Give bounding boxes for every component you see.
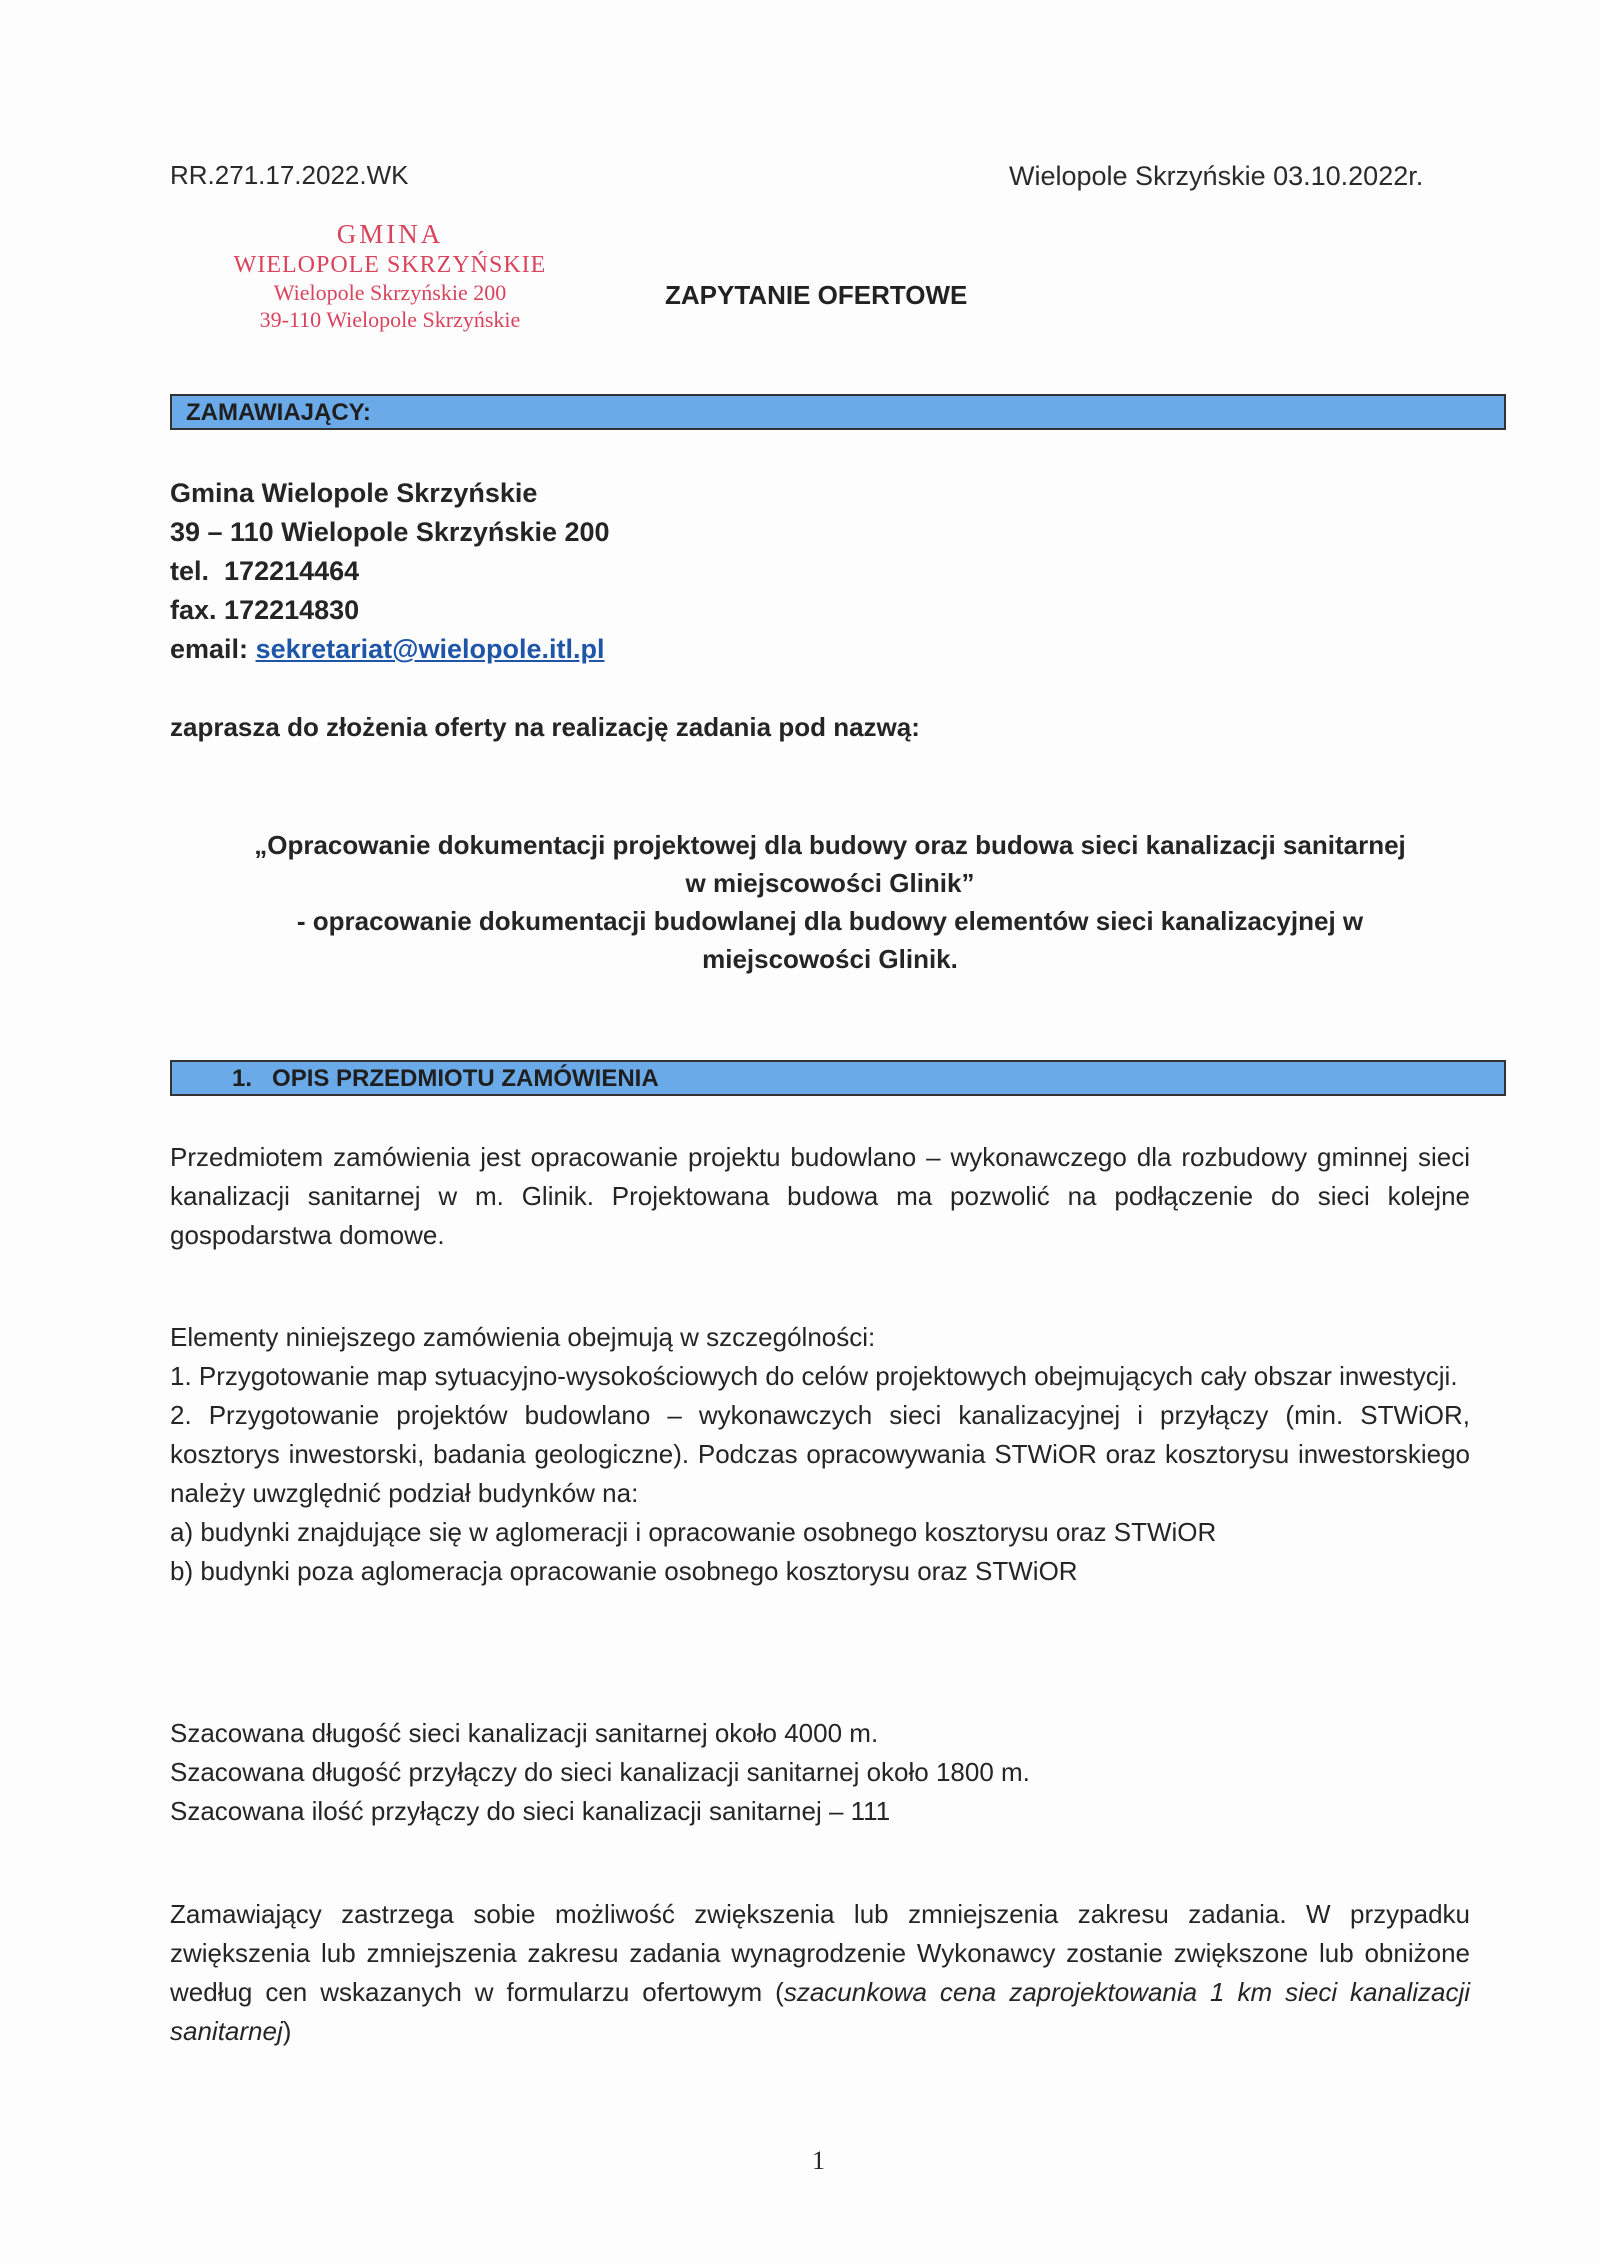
- place-date: Wielopole Skrzyńskie 03.10.2022r.: [1009, 161, 1424, 191]
- stamp-line-3: Wielopole Skrzyńskie 200: [273, 280, 507, 306]
- stamp-line-1: GMINA: [336, 219, 444, 249]
- elements-item-2b: b) budynki poza aglomeracja opracowanie osobnego kosztorysu oraz STWiOR: [170, 1556, 1078, 1586]
- task-name-line-2: w miejscowości Glinik”: [685, 868, 975, 898]
- invitation-text: zaprasza do złożenia oferty na realizację zadania pod nazwą:: [170, 712, 920, 742]
- section-heading-label: 1. OPIS PRZEDMIOTU ZAMÓWIENIA: [232, 1065, 659, 1092]
- reservation-text: Zamawiający zastrzega sobie możliwość zwiększenia lub zmniejszenia zakresu zadania. W przypadku zwiększenia lub zmniejszenia zakresu zadania wynagrodzenie Wykonawcy zostanie zwiększone lub obniżone według cen wskazanych w formularzu ofertowym (: [170, 1899, 1470, 2007]
- email-label: email:: [170, 634, 249, 664]
- estimate-connection-length: Szacowana długość przyłączy do sieci kanalizacji sanitarnej około 1800 m.: [170, 1757, 1030, 1787]
- municipality-stamp: [200, 218, 580, 334]
- orderer-fax: [170, 591, 610, 630]
- elements-list: [170, 1318, 1470, 1591]
- estimate-network-length: Szacowana długość sieci kanalizacji sanitarnej około 4000 m.: [170, 1718, 879, 1748]
- elements-item-1: 1. Przygotowanie map sytuacyjno-wysokościowych do celów projektowych obejmujących cały obszar inwestycji.: [170, 1361, 1458, 1391]
- task-name-line-1: „Opracowanie dokumentacji projektowej dla budowy oraz budowa sieci kanalizacji sanitarnej: [254, 830, 1406, 860]
- stamp-line-4: 39-110 Wielopole Skrzyńskie: [259, 307, 521, 333]
- document-title: ZAPYTANIE OFERTOWE: [665, 280, 968, 310]
- task-name-line-3: - opracowanie dokumentacji budowlanej dla budowy elementów sieci kanalizacyjnej w: [296, 906, 1364, 936]
- orderer-contact-block: [170, 474, 610, 669]
- tel-label: tel.: [170, 556, 210, 586]
- reservation-italic: szacunkowa cena zaprojektowania 1 km sieci kanalizacji sanitarnej: [170, 1977, 1470, 2046]
- stamp-line-2: WIELOPOLE SKRZYŃSKIE: [233, 251, 547, 278]
- section-heading-label: ZAMAWIAJĄCY:: [186, 399, 371, 426]
- task-name: [180, 826, 1480, 978]
- email-link[interactable]: sekretariat@wielopole.itl.pl: [255, 634, 605, 664]
- page-number: 1: [812, 2146, 825, 2175]
- fax-value: 172214830: [224, 595, 360, 625]
- subject-description: Przedmiotem zamówienia jest opracowanie projektu budowlano – wykonawczego dla rozbudowy gminnej sieci kanalizacji sanitarnej w m. Glinik. Projektowana budowa ma pozwolić na podłączenie do sieci kolejne gospodarstwa domowe.: [170, 1142, 1470, 1250]
- elements-item-2a: a) budynki znajdujące się w aglomeracji i opracowanie osobnego kosztorysu oraz STWiOR: [170, 1517, 1217, 1547]
- estimate-connection-count: Szacowana ilość przyłączy do sieci kanalizacji sanitarnej – 111: [170, 1796, 891, 1826]
- orderer-address: 39 – 110 Wielopole Skrzyńskie 200: [170, 517, 610, 547]
- fax-label: fax.: [170, 595, 217, 625]
- section-heading-subject: [170, 1060, 1506, 1096]
- task-name-line-4: miejscowości Glinik.: [702, 944, 958, 974]
- document-reference: RR.271.17.2022.WK: [170, 160, 409, 190]
- reservation-end: ): [282, 2016, 292, 2046]
- estimates: [170, 1714, 1470, 1831]
- scope-reservation: [170, 1895, 1470, 2051]
- elements-item-2: 2. Przygotowanie projektów budowlano – wykonawczych sieci kanalizacyjnej i przyłączy (min. STWiOR, kosztorys inwestorski, badania geologiczne). Podczas opracowywania STWiOR oraz kosztorysu inwestorskiego należy uwzględnić podział budynków na:: [170, 1400, 1470, 1508]
- orderer-tel: [170, 552, 610, 591]
- elements-intro: Elementy niniejszego zamówienia obejmują w szczególności:: [170, 1322, 876, 1352]
- tel-value: 172214464: [224, 556, 360, 586]
- section-heading-orderer: [170, 394, 1506, 430]
- orderer-email: [170, 630, 610, 669]
- orderer-name: Gmina Wielopole Skrzyńskie: [170, 478, 538, 508]
